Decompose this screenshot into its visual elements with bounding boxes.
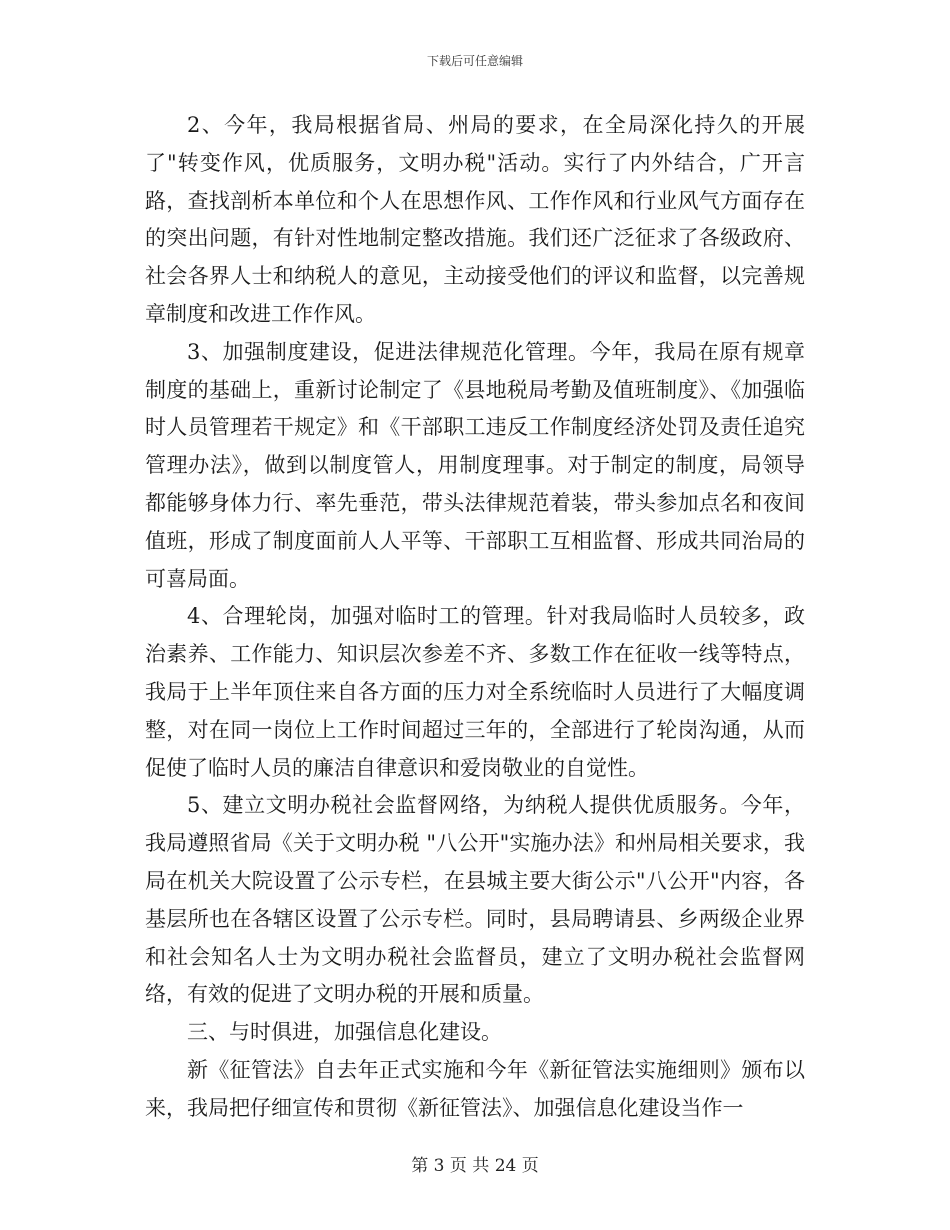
page-header-note: 下载后可任意编辑 (426, 54, 523, 68)
paragraph-2: 2、今年，我局根据省局、州局的要求，在全局深化持久的开展了"转变作风，优质服务，文明办税"活动。实行了内外结合，广开言路，查找剖析本单位和个人在思想作风、工作作风和行业风气方面存在的突出问题，有针对性地制定整改措施。我们还广泛征求了各级政府、社会各界人士和纳税人的意见，主动接受他们的评议和监督，以完善规章制度和改进工作作风。 (145, 113, 805, 326)
paragraph-new-law: 新《征管法》自去年正式实施和今年《新征管法实施细则》颁布以来，我局把仔细宣传和贯彻《新征管法》、加强信息化建设当作一 (145, 1057, 805, 1120)
paragraph-3: 3、加强制度建设，促进法律规范化管理。今年，我局在原有规章制度的基础上，重新讨论制定了《县地税局考勤及值班制度》、《加强临时人员管理若干规定》和《干部职工违反工作制度经济处罚及责任追究管理办法》，做到以制度管人，用制度理事。对于制定的制度，局领导都能够身体力行、率先垂范，带头法律规范着装，带头参加点名和夜间值班，形成了制度面前人人平等、干部职工互相监督、形成共同治局的可喜局面。 (145, 339, 805, 591)
document-body (145, 107, 805, 1128)
section-heading-3: 三、与时俱进，加强信息化建设。 (187, 1020, 502, 1045)
paragraph-4: 4、合理轮岗，加强对临时工的管理。针对我局临时人员较多，政治素养、工作能力、知识层次参差不齐、多数工作在征收一线等特点，我局于上半年顶住来自各方面的压力对全系统临时人员进行了大幅度调整，对在同一岗位上工作时间超过三年的，全部进行了轮岗沟通，从而促使了临时人员的廉洁自律意识和爱岗敬业的自觉性。 (145, 604, 805, 780)
page-number: 第 3 页 共 24 页 (411, 1156, 539, 1176)
paragraph-5: 5、建立文明办税社会监督网络，为纳税人提供优质服务。今年，我局遵照省局《关于文明办税 "八公开"实施办法》和州局相关要求，我局在机关大院设置了公示专栏，在县城主要大街公示"八公开"内容，各基层所也在各辖区设置了公示专栏。同时，县局聘请县、乡两级企业界和社会知名人士为文明办税社会监督员，建立了文明办税社会监督网络，有效的促进了文明办税的开展和质量。 (145, 793, 805, 1007)
